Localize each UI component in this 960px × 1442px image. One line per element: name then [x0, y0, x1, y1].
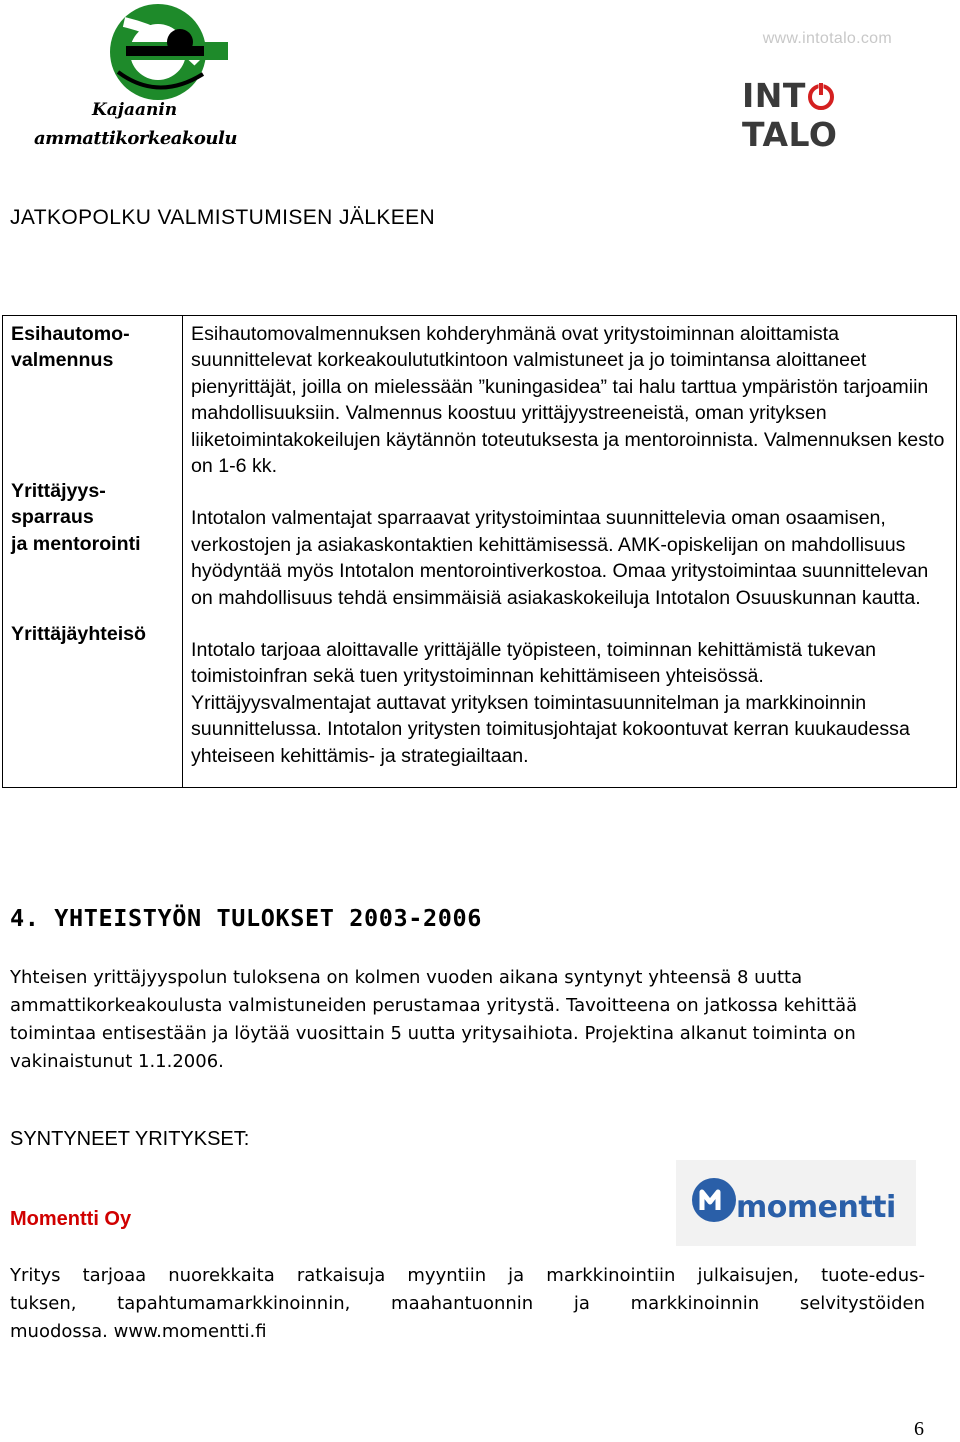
company-name: Momentti Oy	[10, 1208, 132, 1230]
page-number: 6	[914, 1418, 924, 1440]
section-heading: 4. YHTEISTYÖN TULOKSET 2003-2006	[10, 904, 482, 932]
momentti-logo	[676, 1160, 916, 1246]
company-description-line: Yritys tarjoaa nuorekkaita ratkaisuja myyntiin ja markkinointiin julkaisujen, tuote-edus-	[10, 1265, 925, 1286]
company-description-line: tuksen, tapahtumamarkkinoinnin, maahantuonnin ja markkinoinnin selvitystöiden	[10, 1293, 925, 1314]
path-table	[2, 315, 957, 788]
row-label-line: Yrittäjyys-	[11, 479, 106, 502]
company-description-line: muodossa. www.momentti.fi	[10, 1321, 267, 1342]
table-row	[3, 316, 957, 788]
row-label-line: sparraus	[11, 506, 94, 529]
row-text	[183, 316, 957, 788]
section-body: Yhteisen yrittäjyyspolun tuloksena on kolmen vuoden aikana syntynyt yhteensä 8 uutta ammattikorkeakoulusta valmistuneiden perustamaa yritystä. Tavoitteena on jatkossa kehittää toimintaa entisestään ja löytää vuosittain 5 uutta yritysaihiota. Projektina alkanut toiminta on vakinaistunut 1.1.2006.	[10, 967, 858, 1072]
kajaani-logo-line1: Kajaanin	[92, 100, 178, 120]
intotalo-logo-left: INT	[742, 76, 806, 115]
row-label-line: valmennus	[11, 349, 114, 372]
intotalo-logo-right: TALO	[742, 115, 838, 154]
site-url: www.intotalo.com	[762, 30, 892, 47]
row-label-line: Esihautomo-	[11, 323, 130, 345]
row-label	[3, 316, 183, 788]
momentti-logo-text: momentti	[736, 1190, 896, 1225]
kajaani-logo-line2: ammattikorkeakoulu	[34, 128, 237, 149]
company-description	[10, 1262, 925, 1346]
companies-heading: SYNTYNEET YRITYKSET:	[10, 1128, 250, 1150]
row-label-line: Yrittäjäyhteisö	[11, 623, 147, 646]
row-text-block: Intotalo tarjoaa aloittavalle yrittäjälle työpisteen, toiminnan kehittämistä tukevan toimistoinfran sekä tuen yritystoiminnan kehittämiseen yhteisössä. Yrittäjyysvalmentajat auttavat yrityksen toimintasuunnitelman ja markkinoinnin suunnittelussa. Intotalon yritysten toimitusjohtajat kokoontuvat kerran kuukaudessa yhteiseen kehittämis- ja strategiailtaan.	[191, 639, 910, 767]
row-text-block: Intotalon valmentajat sparraavat yritystoimintaa suunnittelevia oman osaamisen, verkostojen ja asiakaskontaktien kehittämisessä. AMK-opiskelijan on mahdollisuus hyödyntää myös Intotalon mentorointiverkostoa. Omaa yritystoimintaa suunnittelevan on mahdollisuus tehdä ensimmäisiä asiakaskokeiluja Intotalon Osuuskunnan kautta.	[191, 507, 929, 609]
intotalo-logo	[742, 76, 922, 154]
row-text-block: Esihautomovalmennuksen kohderyhmänä ovat yritystoiminnan aloittamista suunnittelevat korkeakoulututkintoon valmistuneet ja jo toimintansa aloittaneet pienyrittäjät, joilla on mielessään ”kuningasidea” tai halu tarttua ympäristön tarjoamiin mahdollisuuksiin. Valmennus koostuu yrittäjyystreeneistä, oman yrityksen liiketoimintakokeilujen käytännön toteutuksesta ja mentoroinnista. Valmennuksen kesto on 1-6 kk.	[191, 323, 945, 478]
section-title: JATKOPOLKU VALMISTUMISEN JÄLKEEN	[10, 206, 436, 229]
power-icon	[806, 81, 836, 111]
row-label-line: ja mentorointi	[11, 532, 141, 555]
